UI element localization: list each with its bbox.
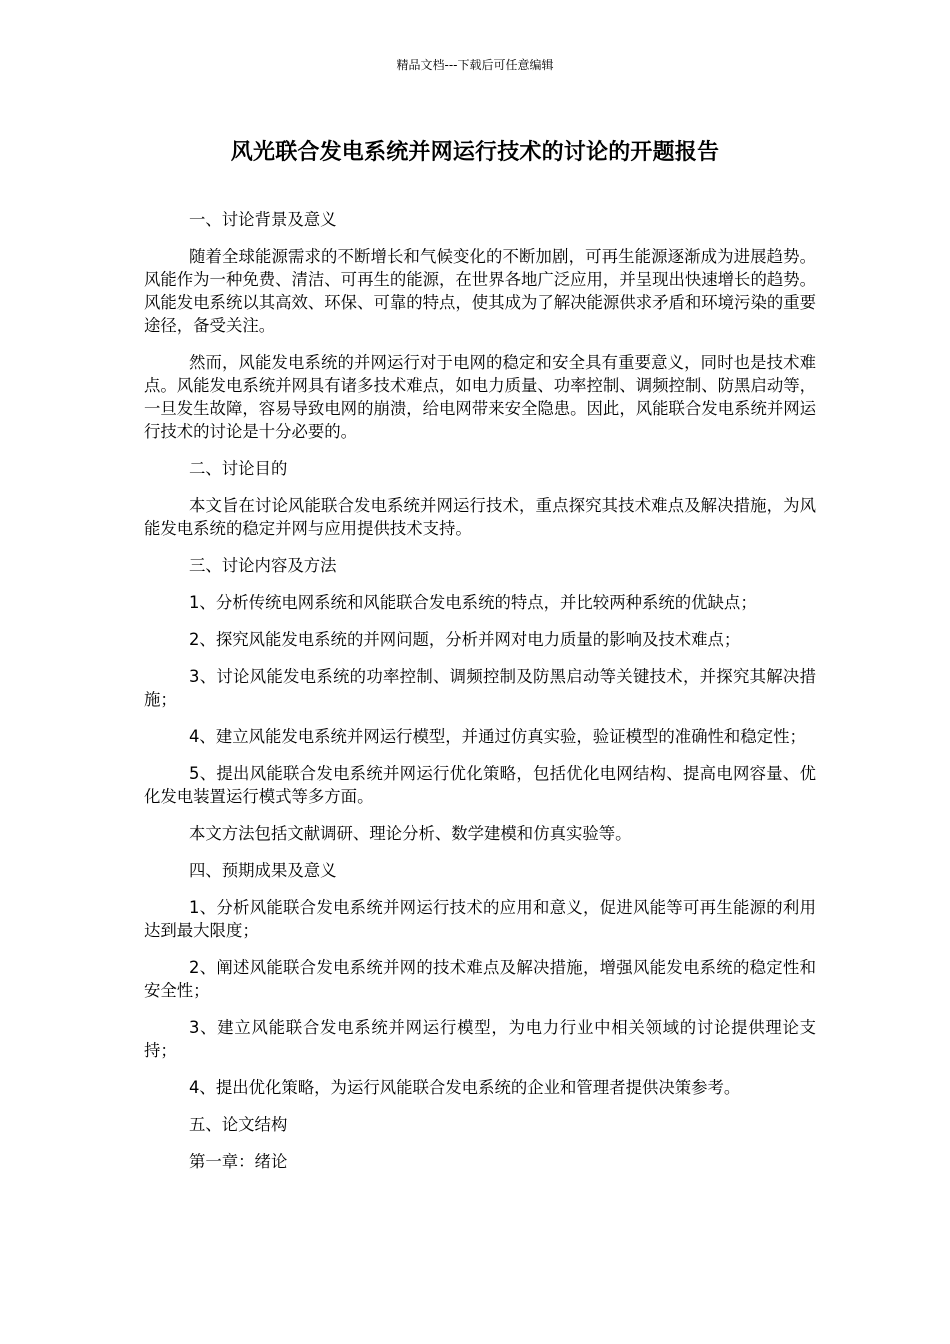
section-heading: 五、论文结构	[189, 1115, 288, 1134]
section-heading: 四、预期成果及意义	[189, 861, 337, 880]
section-heading: 一、讨论背景及意义	[189, 210, 337, 229]
list-item: 1、分析传统电网系统和风能联合发电系统的特点，并比较两种系统的优缺点；	[189, 593, 757, 612]
paragraph: 随着全球能源需求的不断增长和气候变化的不断加剧，可再生能源逐渐成为进展趋势。风能作为一种免费、清洁、可再生的能源，在世界各地广泛应用，并呈现出快速增长的趋势。风能发电系统以其高效、环保、可靠的特点，使其成为了解决能源供求矛盾和环境污染的重要途径，备受关注。	[144, 247, 817, 335]
section-heading: 二、讨论目的	[189, 459, 288, 478]
paragraph: 本文方法包括文献调研、理论分析、数学建模和仿真实验等。	[189, 824, 632, 843]
paragraph: 本文旨在讨论风能联合发电系统并网运行技术，重点探究其技术难点及解决措施，为风能发电系统的稳定并网与应用提供技术支持。	[144, 496, 816, 538]
list-item: 3、讨论风能发电系统的功率控制、调频控制及防黑启动等关键技术，并探究其解决措施；	[144, 667, 816, 709]
list-item: 2、阐述风能联合发电系统并网的技术难点及解决措施，增强风能发电系统的稳定性和安全性；	[144, 958, 816, 1000]
document-body	[144, 208, 816, 1187]
list-item: 4、提出优化策略，为运行风能联合发电系统的企业和管理者提供决策参考。	[189, 1078, 741, 1097]
document-title: 风光联合发电系统并网运行技术的讨论的开题报告	[230, 140, 720, 165]
list-item: 4、建立风能发电系统并网运行模型，并通过仿真实验，验证模型的准确性和稳定性；	[189, 727, 806, 746]
section-heading: 三、讨论内容及方法	[189, 556, 337, 575]
list-item: 5、提出风能联合发电系统并网运行优化策略，包括优化电网结构、提高电网容量、优化发电装置运行模式等多方面。	[144, 764, 816, 806]
paragraph: 然而，风能发电系统的并网运行对于电网的稳定和安全具有重要意义，同时也是技术难点。风能发电系统并网具有诸多技术难点，如电力质量、功率控制、调频控制、防黑启动等，一旦发生故障，容易导致电网的崩溃，给电网带来安全隐患。因此，风能联合发电系统并网运行技术的讨论是十分必要的。	[144, 353, 817, 441]
list-item: 1、分析风能联合发电系统并网运行技术的应用和意义，促进风能等可再生能源的利用达到最大限度；	[144, 898, 816, 940]
list-item: 2、探究风能发电系统的并网问题，分析并网对电力质量的影响及技术难点；	[189, 630, 741, 649]
page-header: 精品文档---下载后可任意编辑	[396, 58, 554, 72]
chapter-item: 第一章：绪论	[189, 1152, 288, 1171]
list-item: 3、建立风能联合发电系统并网运行模型，为电力行业中相关领域的讨论提供理论支持；	[144, 1018, 816, 1060]
